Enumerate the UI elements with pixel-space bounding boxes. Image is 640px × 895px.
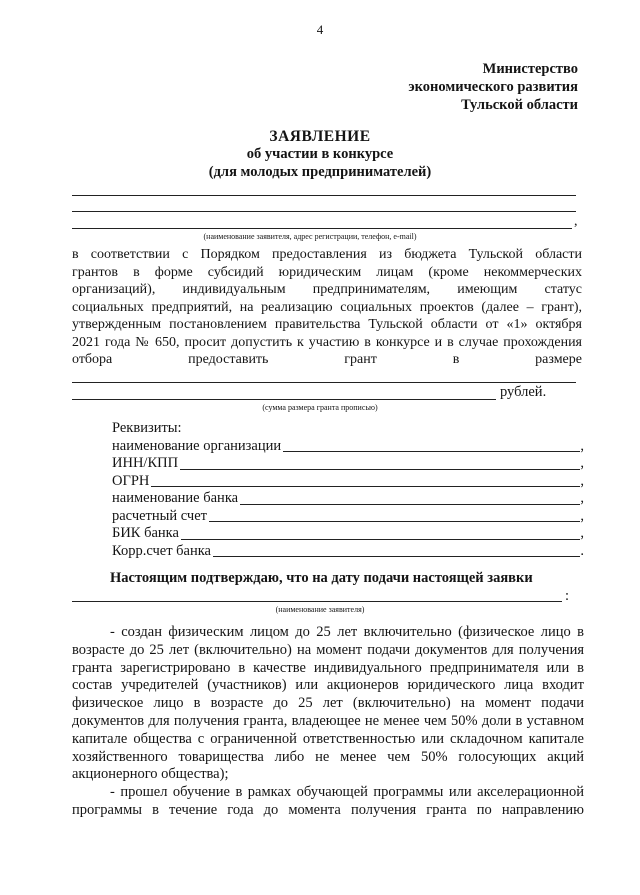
requisites-heading: Реквизиты: — [112, 420, 182, 436]
text-line: физическое лицо в возрасте до 25 лет (включительно) на момент подачи — [72, 695, 584, 712]
paragraph-intro — [72, 246, 582, 369]
amount-caption: (сумма размера гранта прописью) — [262, 403, 378, 412]
text-line: документов для получения гранта, владеющее не менее чем 50% доли в уставном — [72, 712, 584, 729]
field-bank-name[interactable]: наименование банка , — [112, 490, 584, 506]
text-line: хозяйственного товарищества либо не менее чем 50% голосующих акций — [72, 748, 584, 765]
addressee-block — [408, 60, 578, 114]
text-line: грантов в форме субсидий юридическим лицам (кроме некоммерческих — [72, 264, 582, 280]
addressee-line: экономического развития — [408, 79, 578, 95]
confirm-line[interactable] — [72, 601, 562, 602]
text-line: социальных предприятий, на реализацию социальных проектов (далее – грант), — [72, 299, 582, 315]
field-account[interactable]: расчетный счет , — [112, 507, 584, 524]
amount-line-1[interactable] — [72, 382, 576, 383]
confirm-line-end: : — [565, 588, 570, 604]
page-number: 4 — [316, 22, 324, 37]
text-line: 2021 года № 650, просит допустить к участию в конкурсе и в случае прохождения — [72, 334, 582, 350]
text-line: утвержденным постановлением правительства Тульской области от «1» октября — [72, 317, 582, 332]
text-line: отбора предоставить грант в размере — [72, 352, 582, 367]
field-ogrn[interactable]: ОГРН , — [112, 472, 584, 489]
confirm-caption: (наименование заявителя) — [275, 605, 365, 614]
text-line: - прошел обучение в рамках обучающей программы или акселерационной — [110, 784, 584, 801]
text-line: капитале общества с ограниченной ответственностью или складочном капитале — [72, 730, 584, 747]
applicant-line-2[interactable] — [72, 211, 576, 212]
field-inn-kpp[interactable]: ИНН/КПП , — [112, 455, 584, 471]
requisites-block — [112, 420, 584, 560]
text-line: программы в течение года до момента получения гранта по направлению — [72, 801, 584, 818]
text-line: - создан физическим лицом до 25 лет включительно (физическое лицо в — [110, 624, 584, 640]
text-line: в соответствии с Порядком предоставления из бюджета Тульской области — [72, 247, 582, 262]
conditions-list — [72, 624, 584, 820]
amount-suffix: рублей. — [500, 384, 547, 400]
document-subtitle: об участии в конкурсе — [246, 146, 394, 162]
addressee-line: Тульской области — [461, 97, 578, 113]
document-subtitle-2: (для молодых предпринимателей) — [208, 164, 432, 180]
applicant-line-1[interactable] — [72, 195, 576, 196]
document-title: ЗАЯВЛЕНИЕ — [269, 128, 371, 145]
text-line: гранта зарегистрировано в качестве индивидуального предпринимателя или в — [72, 659, 584, 676]
text-line: организаций), индивидуальным предпринимателям, имеющим статус — [72, 282, 582, 297]
text-line: возрасте до 25 лет (включительно) на момент подачи документов для получения — [72, 641, 584, 658]
confirm-heading: Настоящим подтверждаю, что на дату подачи настоящей заявки — [110, 570, 533, 586]
applicant-line-3[interactable] — [72, 228, 572, 229]
applicant-caption: (наименование заявителя, адрес регистрации, телефон, e-mail) — [203, 232, 417, 241]
addressee-line: Министерство — [482, 61, 578, 77]
field-org-name[interactable]: наименование организации , — [112, 437, 584, 454]
field-bik[interactable]: БИК банка , — [112, 525, 584, 541]
text-line: состав учредителей (участников) или акционеров юридического лица входит — [72, 677, 584, 694]
amount-line-2[interactable] — [72, 399, 496, 400]
field-corr-account[interactable]: Корр.счет банка . — [112, 542, 584, 559]
applicant-line-end: , — [574, 214, 578, 229]
text-line: акционерного общества); — [72, 766, 229, 783]
